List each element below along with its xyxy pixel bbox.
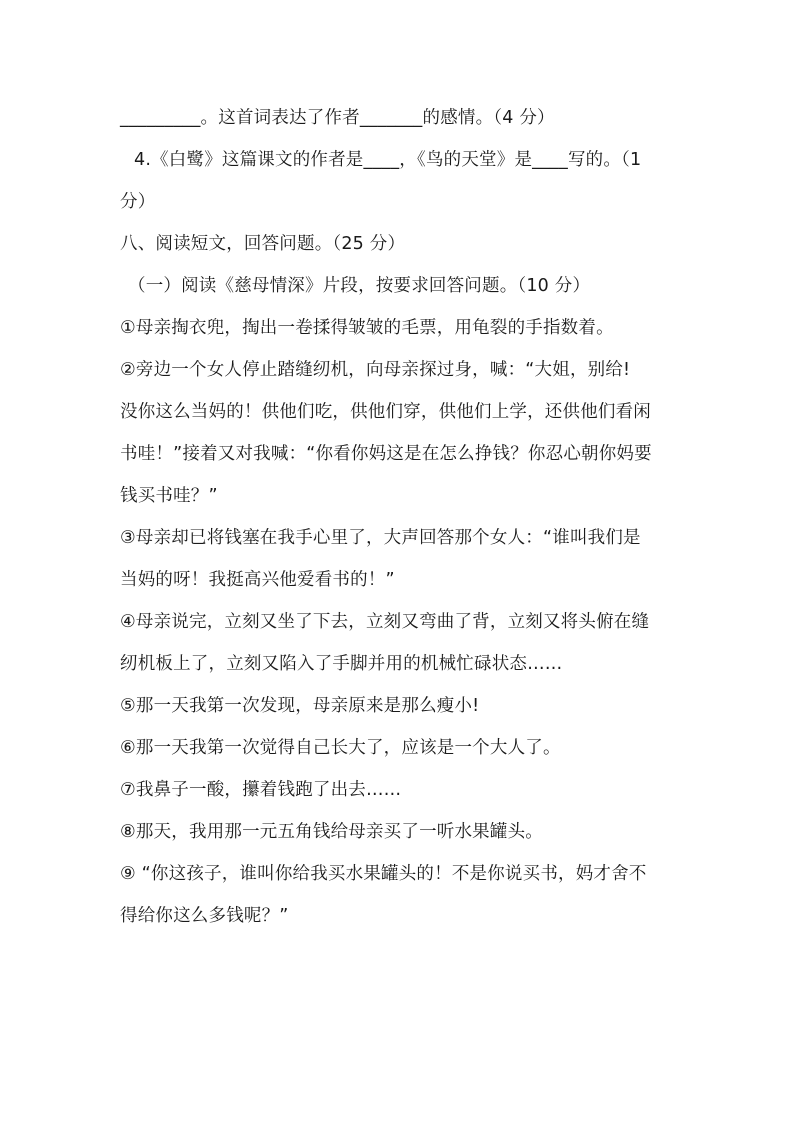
paragraph-8: ⑧那天，我用那一元五角钱给母亲买了一听水果罐头。 — [120, 822, 543, 842]
paragraph-9-line-1: ⑨ “你这孩子，谁叫你给我买水果罐头的！不是你说买书，妈才舍不 — [120, 864, 647, 884]
paragraph-4-line-2: 纫机板上了，立刻又陷入了手脚并用的机械忙碌状态…… — [120, 654, 563, 674]
poem-question-line: _________。这首词表达了作者_______的感情。（4 分） — [120, 108, 555, 128]
paragraph-7: ⑦我鼻子一酸，攥着钱跑了出去…… — [120, 780, 402, 800]
paragraph-1: ①母亲掏衣兜，掏出一卷揉得皱皱的毛票，用龟裂的手指数着。 — [120, 318, 614, 338]
subsection-1-heading: （一）阅读《慈母情深》片段，按要求回答问题。（10 分） — [128, 276, 591, 296]
paragraph-2-line-3: 书哇！”接着又对我喊：“你看你妈这是在怎么挣钱？你忍心朝你妈要 — [120, 444, 652, 464]
paragraph-9-line-2: 得给你这么多钱呢？” — [120, 906, 289, 926]
paragraph-6: ⑥那一天我第一次觉得自己长大了，应该是一个大人了。 — [120, 738, 561, 758]
paragraph-2-line-1: ②旁边一个女人停止踏缝纫机，向母亲探过身，喊：“大姐，别给! — [120, 360, 631, 380]
paragraph-5: ⑤那一天我第一次发现，母亲原来是那么瘦小! — [120, 696, 480, 716]
question-4-continuation: 分） — [120, 192, 156, 212]
paragraph-2-line-2: 没你这么当妈的！供他们吃，供他们穿，供他们上学，还供他们看闲 — [120, 402, 651, 422]
paragraph-2-line-4: 钱买书哇？” — [120, 486, 218, 506]
paragraph-4-line-1: ④母亲说完，立刻又坐了下去，立刻又弯曲了背，立刻又将头俯在缝 — [120, 612, 650, 632]
question-4-line: 4.《白鹭》这篇课文的作者是____，《鸟的天堂》是____写的。（1 — [134, 150, 642, 170]
paragraph-3-line-2: 当妈的呀！我挺高兴他爱看书的！” — [120, 570, 395, 590]
paragraph-3-line-1: ③母亲却已将钱塞在我手心里了，大声回答那个女人：“谁叫我们是 — [120, 528, 641, 548]
section-8-heading: 八、阅读短文，回答问题。（25 分） — [120, 234, 406, 254]
